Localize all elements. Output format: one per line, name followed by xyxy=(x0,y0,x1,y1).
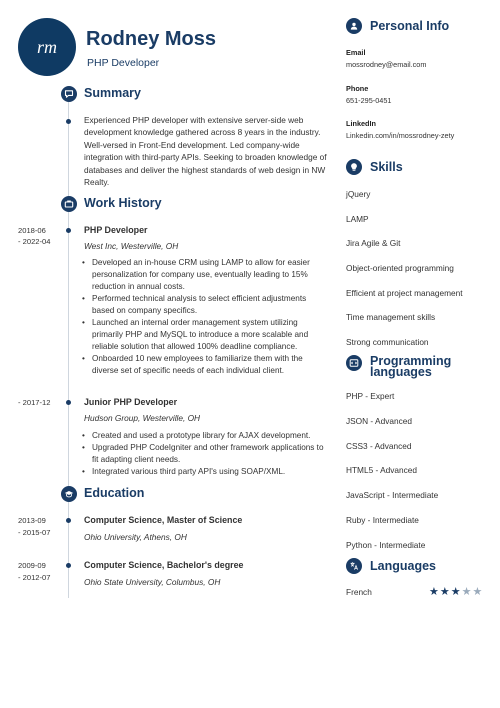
job-date-end: - 2017-12 xyxy=(18,398,51,407)
programming-item: PHP - Expert xyxy=(346,391,395,401)
linkedin-value[interactable]: Linkedin.com/in/mossrodney-zety xyxy=(346,131,455,140)
edu-school: Ohio University, Athens, OH xyxy=(84,532,187,542)
timeline-dot xyxy=(66,400,71,405)
email-label: Email xyxy=(346,48,366,57)
programming-item: Python - Intermediate xyxy=(346,540,426,550)
job-bullet-list xyxy=(82,430,330,478)
programming-item: HTML5 - Advanced xyxy=(346,465,418,475)
edu-date-start: 2013-09 xyxy=(18,516,46,525)
job-company: Hudson Group, Westerville, OH xyxy=(84,413,201,423)
timeline-dot xyxy=(66,119,71,124)
job-date-start: 2018-06 xyxy=(18,226,46,235)
programming-item: JSON - Advanced xyxy=(346,416,412,426)
email-value[interactable]: mossrodney@email.com xyxy=(346,60,427,69)
initials-avatar xyxy=(18,18,76,76)
job-bullet: • Onboarded 10 new employees to familiarize them with the diverse set of specific needs of each individual client. xyxy=(82,353,330,377)
person-icon xyxy=(346,18,362,34)
speech-bubble-icon xyxy=(61,86,77,102)
language-rating xyxy=(429,586,482,598)
skill-item: Efficient at project management xyxy=(346,288,463,298)
edu-degree: Computer Science, Master of Science xyxy=(84,515,243,525)
personal-info-heading: Personal Info xyxy=(370,19,450,33)
job-bullet: • Integrated various third party API's using SOAP/XML. xyxy=(82,466,330,478)
job-bullet: • Developed an in-house CRM using LAMP to allow for easier personalization for company use, eventually leading to 15% reduction in annual costs. xyxy=(82,257,330,293)
work-history-heading: Work History xyxy=(84,196,162,210)
skill-item: Jira Agile & Git xyxy=(346,238,401,248)
phone-value: 651-295-0451 xyxy=(346,96,392,105)
timeline-dot xyxy=(66,228,71,233)
skill-item: Time management skills xyxy=(346,312,436,322)
lightbulb-icon xyxy=(346,159,362,175)
edu-date-start: 2009-09 xyxy=(18,561,46,570)
programming-item: CSS3 - Advanced xyxy=(346,441,412,451)
star-filled-icon: ★ xyxy=(439,586,450,598)
job-bullet-list xyxy=(82,257,330,377)
edu-school: Ohio State University, Columbus, OH xyxy=(84,577,221,587)
timeline-dot xyxy=(66,563,71,568)
edu-date-end: - 2012-07 xyxy=(18,573,51,582)
job-bullet: • Upgraded PHP CodeIgniter and other framework applications to fit adapting client needs. xyxy=(82,442,330,466)
job-bullet: • Created and used a prototype library for AJAX development. xyxy=(82,430,330,442)
star-empty-icon: ★ xyxy=(472,586,483,598)
job-title: Junior PHP Developer xyxy=(84,397,178,407)
job-company: West Inc, Westerville, OH xyxy=(84,241,179,251)
code-window-icon xyxy=(346,355,362,371)
language-icon xyxy=(346,558,362,574)
timeline-line xyxy=(68,100,69,598)
candidate-role: PHP Developer xyxy=(87,57,160,69)
star-filled-icon: ★ xyxy=(450,586,461,598)
skill-item: Object-oriented programming xyxy=(346,263,454,273)
linkedin-label: LinkedIn xyxy=(346,119,376,128)
skills-heading: Skills xyxy=(370,160,403,174)
timeline-dot xyxy=(66,518,71,523)
job-title: PHP Developer xyxy=(84,225,148,235)
edu-date-end: - 2015-07 xyxy=(18,528,51,537)
summary-text: Experienced PHP developer with extensive server-side web development knowledge gathered across 8 years in the industry. Well-versed in Front-End development. Led company-wide integration with third-party APIs. Seeking to broaden knowledge of databases and deliver the highest standards of web design in NW Realty. xyxy=(84,115,327,188)
candidate-name: Rodney Moss xyxy=(86,28,217,50)
initials-text: rm xyxy=(36,36,57,57)
programming-heading-line1: Programming xyxy=(370,354,452,368)
skill-item: jQuery xyxy=(346,189,371,199)
education-heading: Education xyxy=(84,486,145,500)
job-bullet: • Launched an internal order management system utilizing primarily PHP and MySQL to introduce a more scalable and reliable solution that allowed 100% deadline compliance. xyxy=(82,317,330,353)
skill-item: LAMP xyxy=(346,214,369,224)
skill-item: Strong communication xyxy=(346,337,429,347)
programming-item: Ruby - Intermediate xyxy=(346,515,419,525)
job-date-end: - 2022-04 xyxy=(18,237,51,246)
graduation-cap-icon xyxy=(61,486,77,502)
languages-heading: Languages xyxy=(370,559,436,573)
summary-heading: Summary xyxy=(84,86,141,100)
programming-item: JavaScript - Intermediate xyxy=(346,490,439,500)
programming-heading-line2: languages xyxy=(370,365,432,379)
edu-degree: Computer Science, Bachelor's degree xyxy=(84,560,244,570)
star-empty-icon: ★ xyxy=(461,586,472,598)
briefcase-icon xyxy=(61,196,77,212)
job-bullet: • Performed technical analysis to select efficient adjustments based on company specifics. xyxy=(82,293,330,317)
language-name: French xyxy=(346,587,372,597)
star-filled-icon: ★ xyxy=(429,586,439,598)
phone-label: Phone xyxy=(346,84,369,93)
